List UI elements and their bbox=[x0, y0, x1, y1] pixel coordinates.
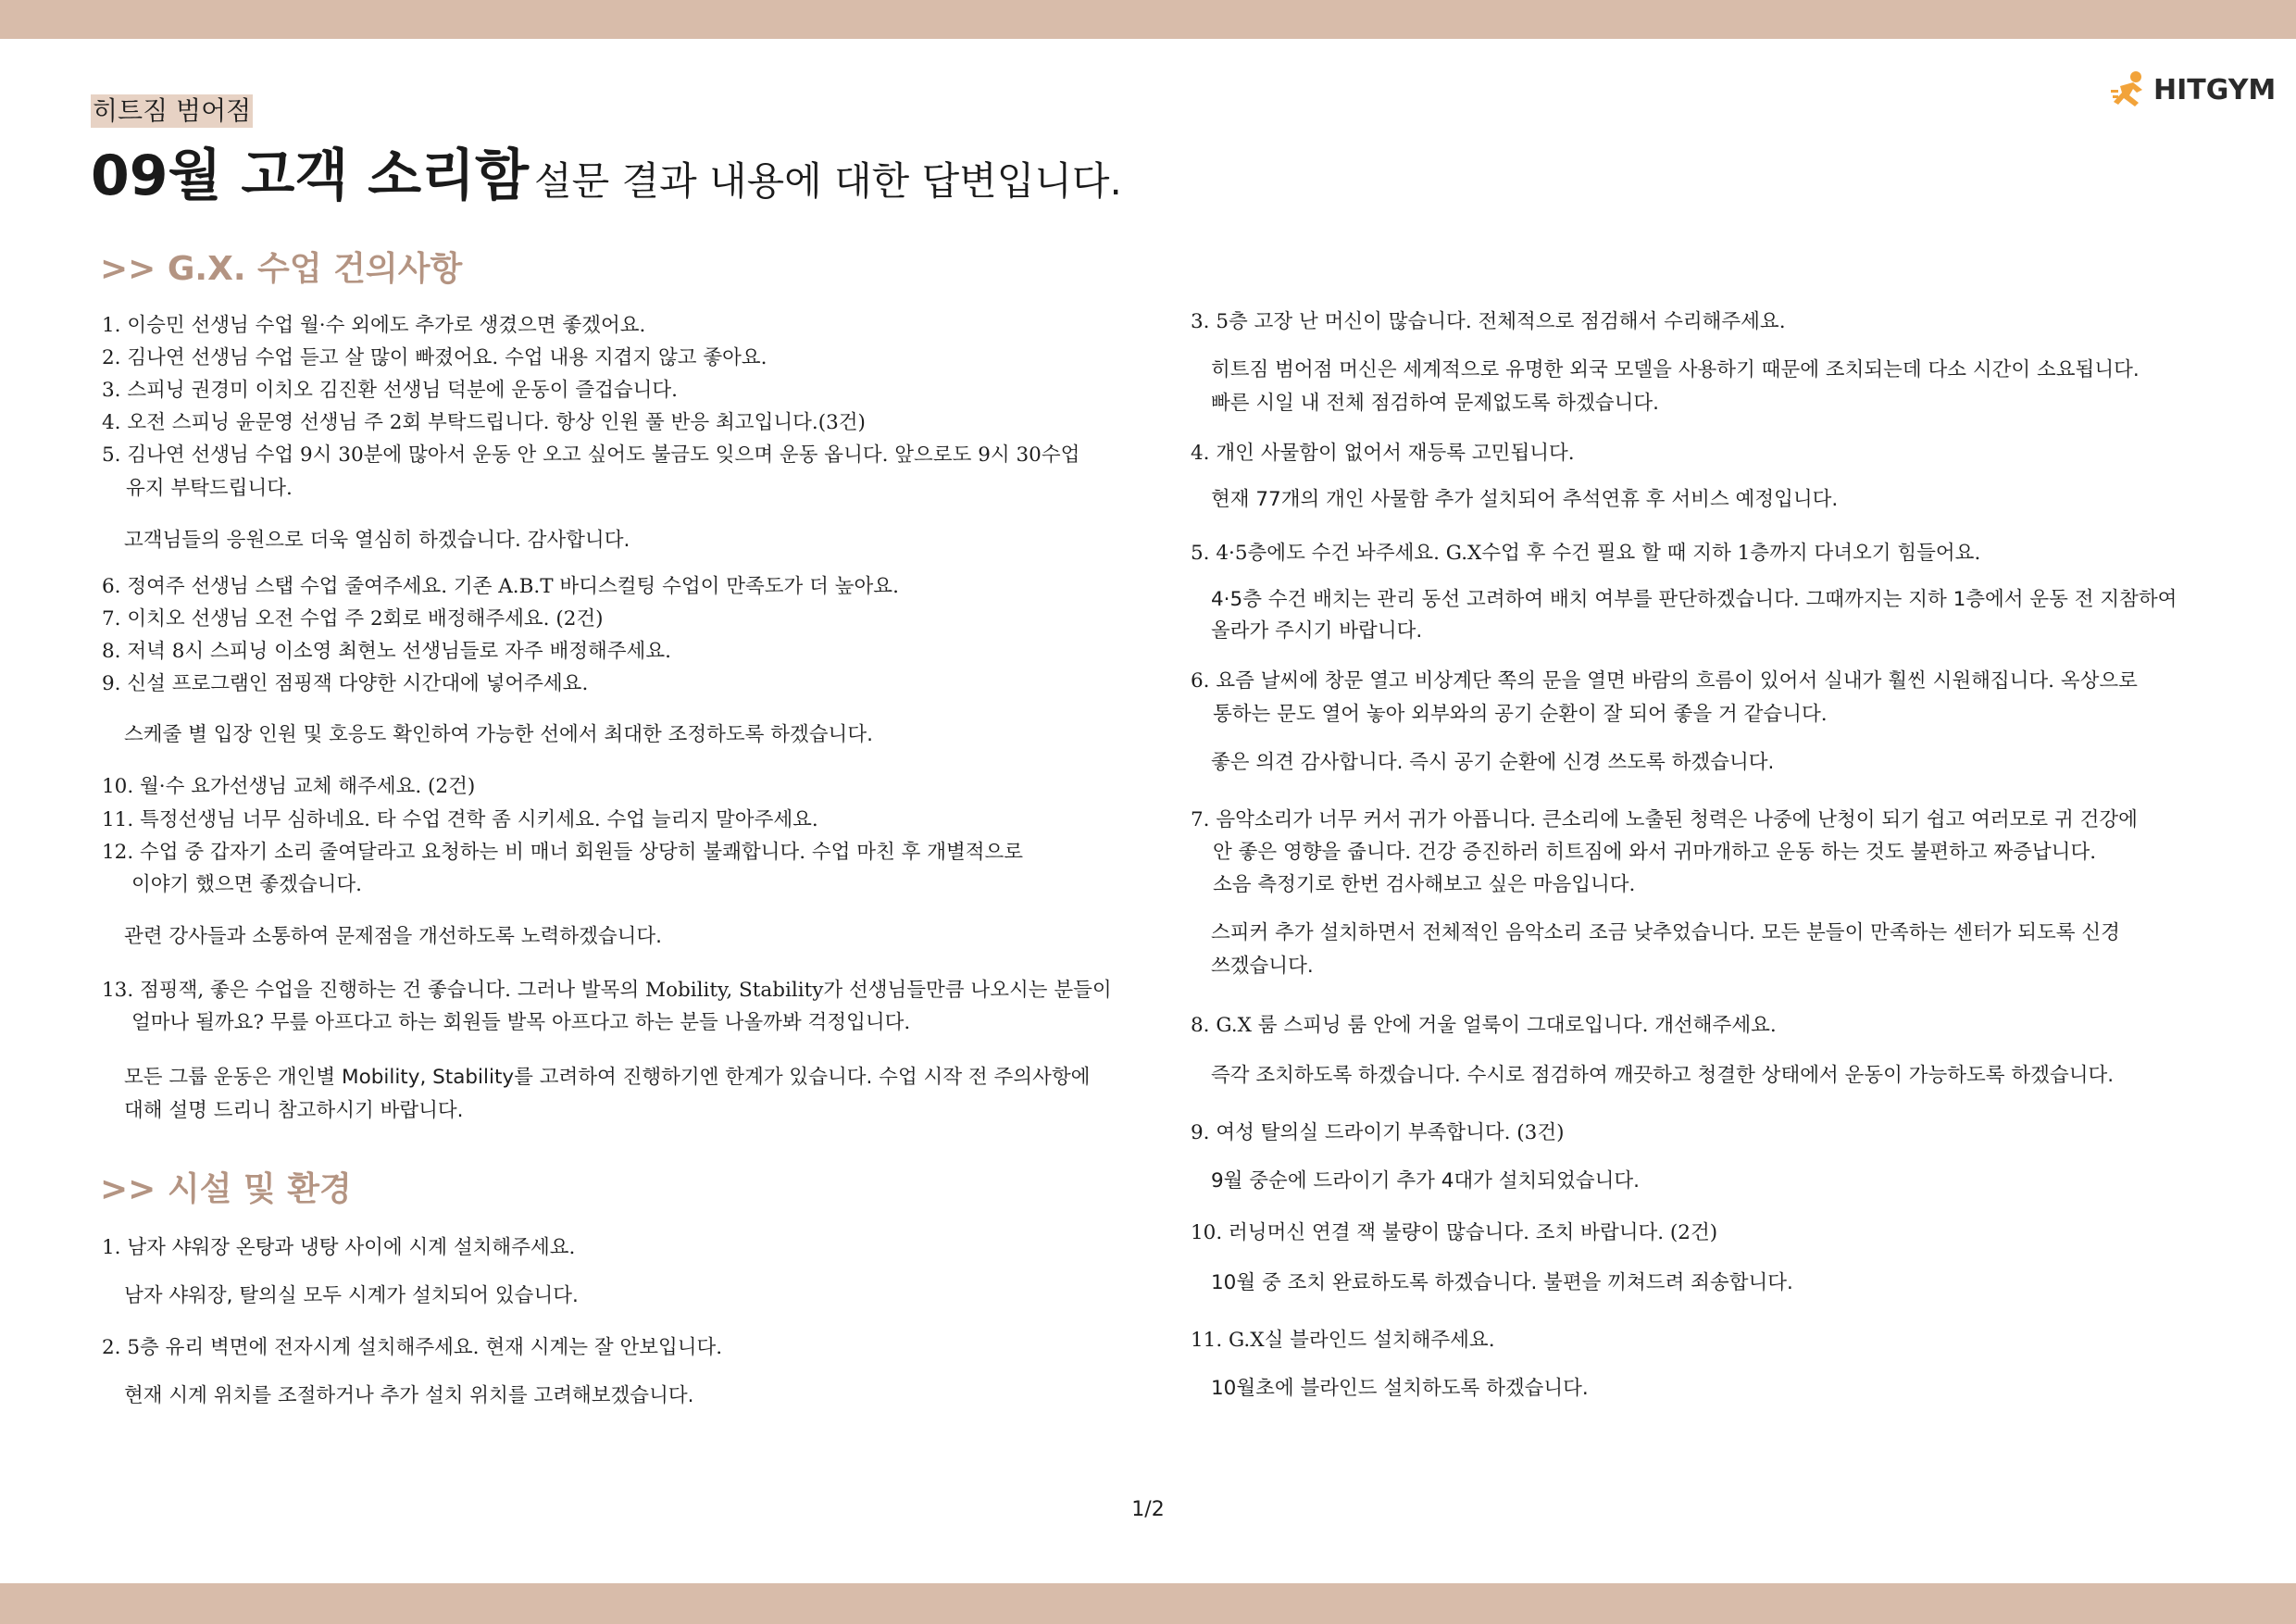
bottom-color-band bbox=[0, 1583, 2296, 1624]
facility-answer: 히트짐 범어점 머신은 세계적으로 유명한 외국 모델을 사용하기 때문에 조치되는데 다소 시간이 소요됩니다. bbox=[1211, 358, 2140, 381]
gx-line: 1. 이승민 선생님 수업 월·수 외에도 추가로 생겼으면 좋겠어요. bbox=[102, 314, 646, 337]
gx-line: 13. 점핑잭, 좋은 수업을 진행하는 건 좋습니다. 그러나 발목의 Mobility, Stability가 선생님들만큼 나오시는 분들이 bbox=[102, 979, 1112, 1002]
gx-line: 유지 부탁드립니다. bbox=[126, 477, 293, 500]
top-color-band bbox=[0, 0, 2296, 39]
facility-line: 1. 남자 샤워장 온탕과 냉탕 사이에 시계 설치해주세요. bbox=[102, 1236, 576, 1259]
gx-line: 8. 저녁 8시 스피닝 이소영 최현노 선생님들로 자주 배정해주세요. bbox=[102, 640, 671, 663]
gx-line: 3. 스피닝 권경미 이치오 김진환 선생님 덕분에 운동이 즐겁습니다. bbox=[102, 379, 679, 402]
facility-answer: 10월 중 조치 완료하도록 하겠습니다. 불편을 끼쳐드려 죄송합니다. bbox=[1211, 1271, 1793, 1294]
gx-line: 9. 신설 프로그램인 점핑잭 다양한 시간대에 넣어주세요. bbox=[102, 672, 589, 695]
branch-label: 히트짐 범어점 bbox=[93, 95, 252, 126]
gx-line: 2. 김나연 선생님 수업 듣고 살 많이 빠졌어요. 수업 내용 지겹지 않고 좋아요. bbox=[102, 346, 767, 369]
running-figure-icon bbox=[2111, 69, 2152, 110]
gx-answer: 대해 설명 드리니 참고하시기 바랍니다. bbox=[124, 1099, 464, 1122]
facility-answer: 현재 시계 위치를 조절하거나 추가 설치 위치를 고려해보겠습니다. bbox=[124, 1384, 694, 1407]
facility-answer: 즉각 조치하도록 하겠습니다. 수시로 점검하여 깨끗하고 청결한 상태에서 운동이 가능하도록 하겠습니다. bbox=[1211, 1064, 2115, 1087]
page-number: 1/2 bbox=[1131, 1498, 1165, 1521]
facility-line: 10. 러닝머신 연결 잭 불량이 많습니다. 조치 바랍니다. (2건) bbox=[1191, 1221, 1718, 1244]
gx-line: 10. 월·수 요가선생님 교체 해주세요. (2건) bbox=[102, 775, 476, 798]
facility-line: 9. 여성 탈의실 드라이기 부족합니다. (3건) bbox=[1191, 1121, 1565, 1144]
gx-line: 7. 이치오 선생님 오전 수업 주 2회로 배정해주세요. (2건) bbox=[102, 607, 604, 631]
facility-line: 통하는 문도 열어 놓아 외부와의 공기 순환이 잘 되어 좋을 거 같습니다. bbox=[1213, 703, 1828, 726]
facility-answer: 10월초에 블라인드 설치하도록 하겠습니다. bbox=[1211, 1377, 1589, 1400]
facility-line: 소음 측정기로 한번 검사해보고 싶은 마음입니다. bbox=[1213, 873, 1636, 896]
facility-line: 3. 5층 고장 난 머신이 많습니다. 전체적으로 점검해서 수리해주세요. bbox=[1191, 310, 1786, 333]
facility-answer: 현재 77개의 개인 사물함 추가 설치되어 추석연휴 후 서비스 예정입니다. bbox=[1211, 488, 1839, 511]
page-title-sub: 설문 결과 내용에 대한 답변입니다. bbox=[534, 158, 1122, 204]
facility-answer: 빠른 시일 내 전체 점검하여 문제없도록 하겠습니다. bbox=[1211, 392, 1659, 415]
facility-line: 7. 음악소리가 너무 커서 귀가 아픕니다. 큰소리에 노출된 청력은 나중에 난청이 되기 쉽고 여러모로 귀 건강에 bbox=[1191, 808, 2138, 831]
gx-line: 4. 오전 스피닝 윤문영 선생님 주 2회 부탁드립니다. 항상 인원 풀 반응 최고입니다.(3건) bbox=[102, 411, 866, 434]
section-title-facility: >> 시설 및 환경 bbox=[100, 1170, 352, 1208]
gx-answer: 모든 그룹 운동은 개인별 Mobility, Stability를 고려하여 진행하기엔 한계가 있습니다. 수업 시작 전 주의사항에 bbox=[124, 1066, 1091, 1089]
hitgym-logo bbox=[2111, 69, 2276, 111]
facility-answer: 9월 중순에 드라이기 추가 4대가 설치되었습니다. bbox=[1211, 1169, 1640, 1193]
logo-text: HITGYM bbox=[2153, 73, 2277, 106]
section-title-gx: >> G.X. 수업 건의사항 bbox=[100, 250, 463, 288]
facility-answer: 쓰겠습니다. bbox=[1211, 955, 1314, 978]
facility-line: 안 좋은 영향을 줍니다. 건강 증진하러 히트짐에 와서 귀마개하고 운동 하는 것도 불편하고 짜증납니다. bbox=[1213, 841, 2097, 864]
gx-answer: 고객님들의 응원으로 더욱 열심히 하겠습니다. 감사합니다. bbox=[124, 529, 630, 552]
page-title-main: 09월 고객 소리함 bbox=[91, 144, 530, 208]
facility-line: 2. 5층 유리 벽면에 전자시계 설치해주세요. 현재 시계는 잘 안보입니다. bbox=[102, 1336, 723, 1359]
facility-line: 6. 요즘 날씨에 창문 열고 비상계단 쪽의 문을 열면 바람의 흐름이 있어서 실내가 훨씬 시원해집니다. 옥상으로 bbox=[1191, 669, 2138, 693]
facility-answer: 4·5층 수건 배치는 관리 동선 고려하여 배치 여부를 판단하겠습니다. 그때까지는 지하 1층에서 운동 전 지참하여 bbox=[1211, 588, 2177, 611]
page-title bbox=[91, 131, 1122, 211]
gx-line: 이야기 했으면 좋겠습니다. bbox=[131, 873, 362, 896]
gx-line: 얼마나 될까요? 무릎 아프다고 하는 회원들 발목 아프다고 하는 분들 나올까봐 걱정입니다. bbox=[131, 1011, 911, 1034]
facility-answer: 올라가 주시기 바랍니다. bbox=[1211, 619, 1423, 643]
gx-line: 6. 정여주 선생님 스탭 수업 줄여주세요. 기존 A.B.T 바디스컬팅 수업이 만족도가 더 높아요. bbox=[102, 575, 899, 598]
gx-answer: 관련 강사들과 소통하여 문제점을 개선하도록 노력하겠습니다. bbox=[124, 925, 663, 948]
gx-answer: 스케줄 별 입장 인원 및 호응도 확인하여 가능한 선에서 최대한 조정하도록 하겠습니다. bbox=[124, 723, 873, 746]
facility-line: 4. 개인 사물함이 없어서 재등록 고민됩니다. bbox=[1191, 442, 1575, 465]
facility-line: 8. G.X 룸 스피닝 룸 안에 거울 얼룩이 그대로입니다. 개선해주세요. bbox=[1191, 1014, 1777, 1037]
gx-line: 11. 특정선생님 너무 심하네요. 타 수업 견학 좀 시키세요. 수업 늘리지 말아주세요. bbox=[102, 808, 818, 831]
gx-line: 12. 수업 중 갑자기 소리 줄여달라고 요청하는 비 매너 회원들 상당히 불쾌합니다. 수업 마친 후 개별적으로 bbox=[102, 841, 1024, 864]
facility-answer: 남자 샤워장, 탈의실 모두 시계가 설치되어 있습니다. bbox=[124, 1284, 579, 1307]
facility-line: 5. 4·5층에도 수건 놔주세요. G.X수업 후 수건 필요 할 때 지하 1층까지 다녀오기 힘들어요. bbox=[1191, 542, 1981, 565]
facility-answer: 좋은 의견 감사합니다. 즉시 공기 순환에 신경 쓰도록 하겠습니다. bbox=[1211, 751, 1775, 774]
facility-answer: 스피커 추가 설치하면서 전체적인 음악소리 조금 낮추었습니다. 모든 분들이 만족하는 센터가 되도록 신경 bbox=[1211, 921, 2120, 944]
gx-line: 5. 김나연 선생님 수업 9시 30분에 많아서 운동 안 오고 싶어도 불금도 잊으며 운동 옵니다. 앞으로도 9시 30수업 bbox=[102, 443, 1080, 467]
facility-line: 11. G.X실 블라인드 설치해주세요. bbox=[1191, 1329, 1495, 1352]
